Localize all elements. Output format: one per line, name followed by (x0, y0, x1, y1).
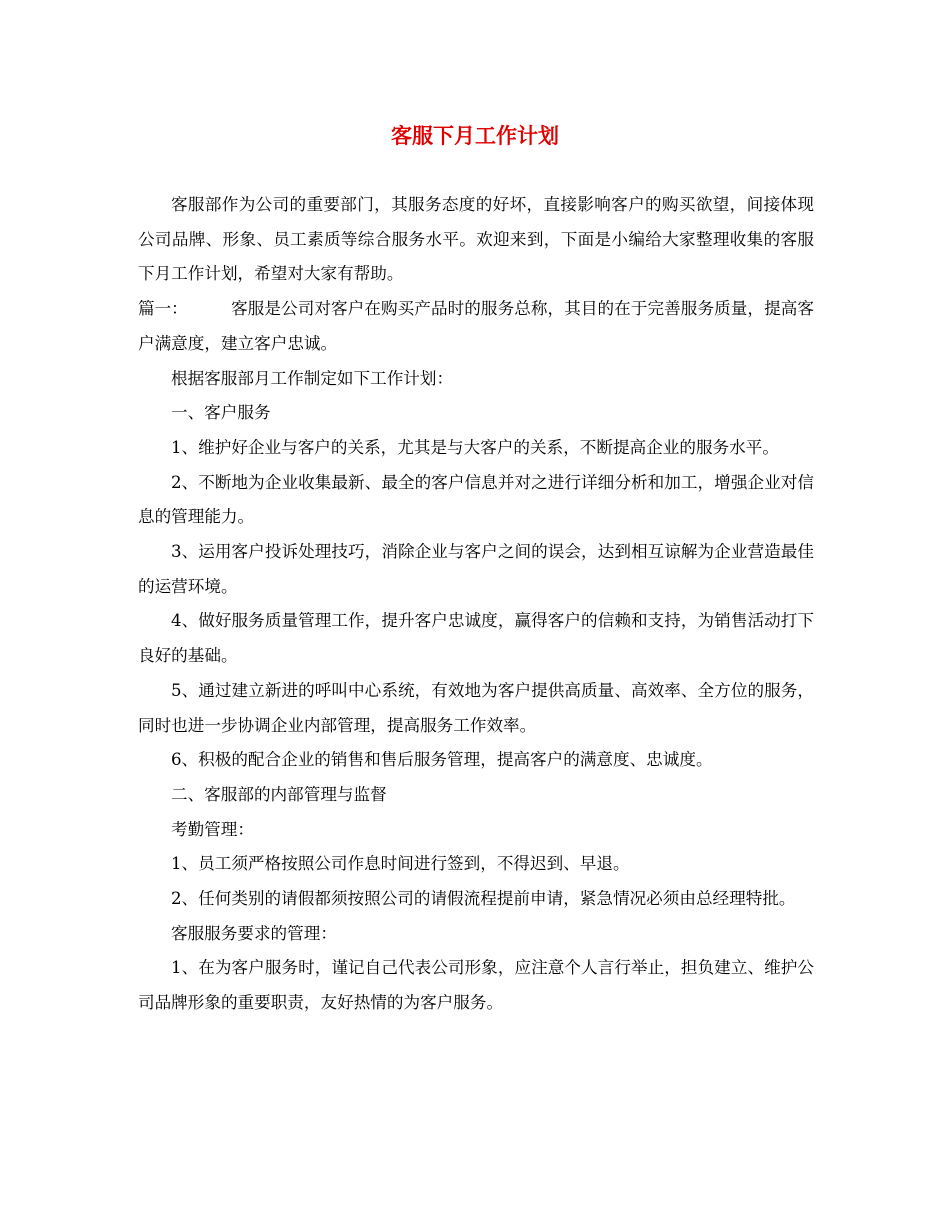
list-item: 5、通过建立新进的呼叫中心系统，有效地为客户提供高质量、高效率、全方位的服务，同时也进一步协调企业内部管理，提高服务工作效率。 (138, 680, 814, 735)
list-item: 1、维护好企业与客户的关系，尤其是与大客户的关系，不断提高企业的服务水平。 (171, 437, 779, 457)
document-title: 客服下月工作计划 (391, 124, 559, 148)
list-item: 3、运用客户投诉处理技巧，消除企业与客户之间的误会，达到相互谅解为企业营造最佳的运营环境。 (138, 542, 814, 596)
section-heading-customer-service: 一、客户服务 (171, 403, 271, 423)
part-text: 客服是公司对客户在购买产品时的服务总称，其目的在于完善服务质量，提高客户满意度，建立客户忠诚。 (138, 299, 814, 353)
intro-paragraph: 客服部作为公司的重要部门，其服务态度的好坏，直接影响客户的购买欲望，间接体现公司品牌、形象、员工素质等综合服务水平。欢迎来到，下面是小编给大家整理收集的客服下月工作计划，希望对大家有帮助。 (138, 195, 814, 284)
document-body (138, 188, 814, 1021)
part-label: 篇一： (138, 299, 188, 319)
list-item: 2、任何类别的请假都须按照公司的请假流程提前申请，紧急情况必须由总经理特批。 (171, 889, 796, 909)
list-item: 1、员工须严格按照公司作息时间进行签到，不得迟到、早退。 (171, 854, 630, 874)
list-item: 2、不断地为企业收集最新、最全的客户信息并对之进行详细分析和加工，增强企业对信息的管理能力。 (138, 472, 814, 527)
list-item: 4、做好服务质量管理工作，提升客户忠诚度，赢得客户的信赖和支持，为销售活动打下良好的基础。 (138, 611, 814, 666)
list-item: 1、在为客户服务时，谨记自己代表公司形象，应注意个人言行举止，担负建立、维护公司品牌形象的重要职责，友好热情的为客户服务。 (138, 958, 814, 1013)
list-item: 6、积极的配合企业的销售和售后服务管理，提高客户的满意度、忠诚度。 (171, 750, 713, 770)
subheading-attendance: 考勤管理： (171, 819, 254, 839)
part-paragraph (138, 292, 814, 361)
subheading-service-requirements: 客服服务要求的管理： (171, 923, 337, 943)
plan-intro: 根据客服部月工作制定如下工作计划： (171, 368, 454, 388)
section-heading-internal-management: 二、客服部的内部管理与监督 (171, 784, 387, 804)
